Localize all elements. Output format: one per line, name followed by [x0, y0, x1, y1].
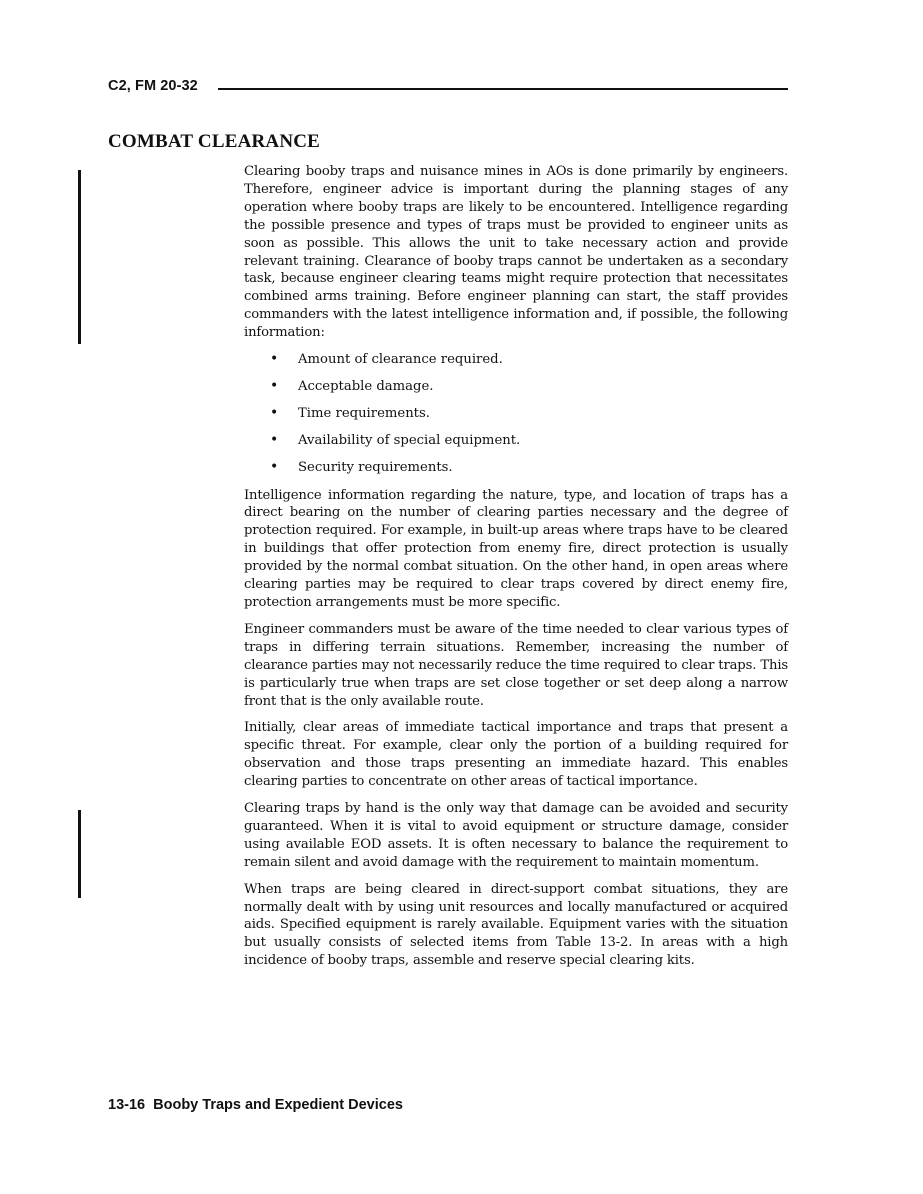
- bullet-glyph: •: [270, 459, 279, 476]
- paragraph-priority: Initially, clear areas of immediate tactical importance and traps that present a specific threat. For example, clear only the portion of a building required for observation and those traps presenting an immediate hazard. This enables clearing parties to concentrate on other areas of tactical importance.: [244, 720, 788, 790]
- change-bar-1: [78, 170, 81, 344]
- change-bar-2: [78, 810, 81, 898]
- running-header: C2, FM 20-32: [108, 78, 198, 94]
- bullet-glyph: •: [270, 378, 279, 395]
- bullet-item: • Amount of clearance required.: [270, 351, 503, 368]
- paragraph-equipment: When traps are being cleared in direct-support combat situations, they are normally dealt with by using unit resources and locally manufactured or acquired aids. Specified equipment is rarely available. Equipment varies with the situation but usually consists of selected items from Table 13-2. In areas with a high incidence of booby traps, assemble and reserve special clearing kits.: [244, 881, 788, 969]
- paragraph-time: Engineer commanders must be aware of the time needed to clear various types of traps in differing terrain situations. Remember, increasing the number of clearance parties may not necessarily reduce the time required to clear traps. This is particularly true when traps are set close together or set deep along a narrow front that is the only available route.: [244, 621, 788, 709]
- bullet-glyph: •: [270, 405, 279, 422]
- header-rule: [218, 88, 788, 90]
- bullet-item: • Availability of special equipment.: [270, 432, 521, 449]
- section-title: COMBAT CLEARANCE: [108, 131, 321, 152]
- paragraph-hand-clearing: Clearing traps by hand is the only way that damage can be avoided and security guaranteed. When it is vital to avoid equipment or structure damage, consider using available EOD assets. It is often necessary to balance the requirement to remain silent and avoid damage with the requirement to maintain momentum.: [244, 801, 788, 870]
- paragraph-intelligence: Intelligence information regarding the nature, type, and location of traps has a direct bearing on the number of clearing parties necessary and the degree of protection required. For example, in built-up areas where traps have to be cleared in buildings that offer protection from enemy fire, direct protection is usually provided by the normal combat situation. On the other hand, in open areas where clearing parties may be required to clear traps covered by direct enemy fire, protection arrangements must be more specific.: [244, 487, 788, 610]
- bullet-item: • Security requirements.: [270, 459, 453, 476]
- bullet-glyph: •: [270, 432, 279, 449]
- paragraph-intro: Clearing booby traps and nuisance mines in AOs is done primarily by engineers. Therefore, engineer advice is important during the planning stages of any operation where booby traps are likely to be encountered. Intelligence regarding the possible presence and types of traps must be provided to engineer units as soon as possible. This allows the unit to take necessary action and provide relevant training. Clearance of booby traps cannot be undertaken as a secondary task, because engineer clearing teams might require protection that necessitates combined arms training. Before engineer planning can start, the staff provides commanders with the latest intelligence information and, if possible, the following information:: [244, 164, 788, 341]
- bullet-list: [244, 351, 788, 477]
- bullet-item: • Acceptable damage.: [270, 378, 434, 395]
- running-footer: 13-16 Booby Traps and Expedient Devices: [108, 1097, 403, 1113]
- body-text: [244, 163, 788, 979]
- bullet-glyph: •: [270, 351, 279, 368]
- bullet-item: • Time requirements.: [270, 405, 430, 422]
